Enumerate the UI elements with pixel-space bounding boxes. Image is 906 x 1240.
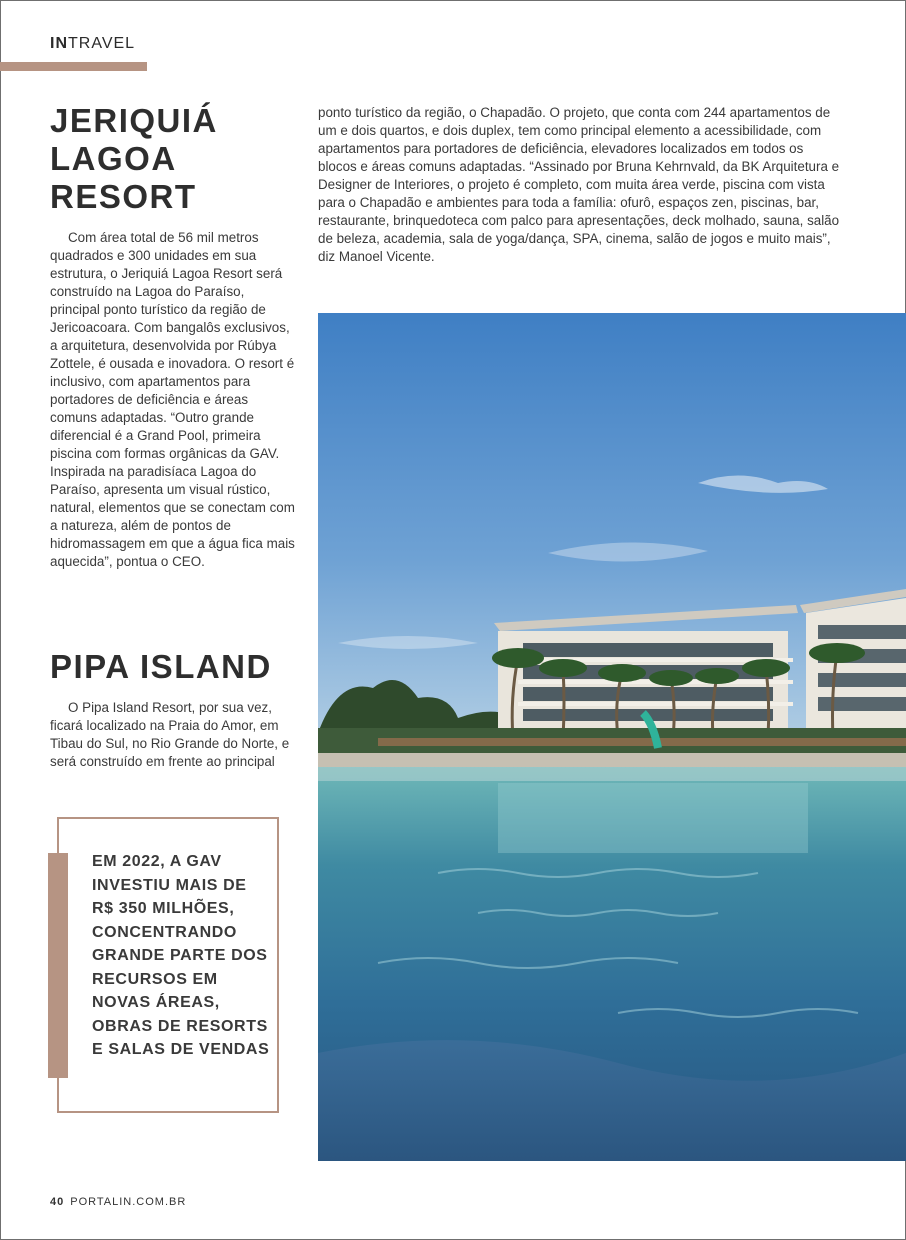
page-footer <box>50 1196 186 1208</box>
title-line: LAGOA <box>50 140 177 177</box>
resort-photo <box>318 313 906 1161</box>
article-body-jeriquia: Com área total de 56 mil metros quadrados e 300 unidades em sua estrutura, o Jeriquiá Lagoa Resort será construído na Lagoa do Paraíso, principal ponto turístico da região de Jericoacoara. Com bangalôs exclusivos, a arquitetura, desenvolvida por Rúbya Zottele, é ousada e inovadora. O resort é inclusivo, com apartamentos para portadores de deficiência e áreas comuns adaptadas. “Outro grande diferencial é a Grand Pool, primeira piscina com formas orgânicas da GAV. Inspirada na paradisíaca Lagoa do Paraíso, apresenta um visual rústico, natural, elementos que se conectam com a natureza, além de pontos de hidromassagem em que a água fica mais aquecida”, pontua o CEO. <box>50 230 295 569</box>
section-label <box>50 35 135 53</box>
section-label-rest: TRAVEL <box>68 35 136 52</box>
pull-quote-bar <box>48 853 68 1078</box>
title-line: JERIQUIÁ <box>50 102 218 139</box>
section-rule <box>0 62 147 71</box>
article-body-pipa-left: O Pipa Island Resort, por sua vez, ficará localizado na Praia do Amor, em Tibau do Sul, no Rio Grande do Norte, e será construído em frente ao principal <box>50 700 290 769</box>
article-body-pipa-right: ponto turístico da região, o Chapadão. O projeto, que conta com 244 apartamentos de um e dois quartos, e dois duplex, tem como principal elemento a acessibilidade, com apartamentos para portadores de deficiência, elevadores localizados em todos os blocos e áreas comuns adaptadas. “Assinado por Bruna Kehrnvald, da BK Arquitetura e Designer de Interiores, o projeto é completo, com muita área verde, piscina com vista para o Chapadão e ambientes para toda a família: ofurô, espaços zen, piscinas, bar, restaurante, brinquedoteca com palco para apresentações, deck molhado, sauna, salão de beleza, academia, sala de yoga/dança, SPA, cinema, salão de jogos e muito mais”, diz Manoel Vicente. <box>318 105 840 264</box>
pull-quote-text: EM 2022, A GAV INVESTIU MAIS DE R$ 350 MILHÕES, CONCENTRANDO GRANDE PARTE DOS RECURSOS EM NOVAS ÁREAS, OBRAS DE RESORTS E SALAS DE VENDAS <box>92 853 270 1058</box>
title-line: RESORT <box>50 178 197 215</box>
footer-site: PORTALIN.COM.BR <box>70 1196 187 1208</box>
page-number: 40 <box>50 1196 65 1208</box>
article-title-jeriquia <box>50 102 218 216</box>
section-label-bold: IN <box>50 35 68 52</box>
article-title-pipa: PIPA ISLAND <box>50 648 272 685</box>
